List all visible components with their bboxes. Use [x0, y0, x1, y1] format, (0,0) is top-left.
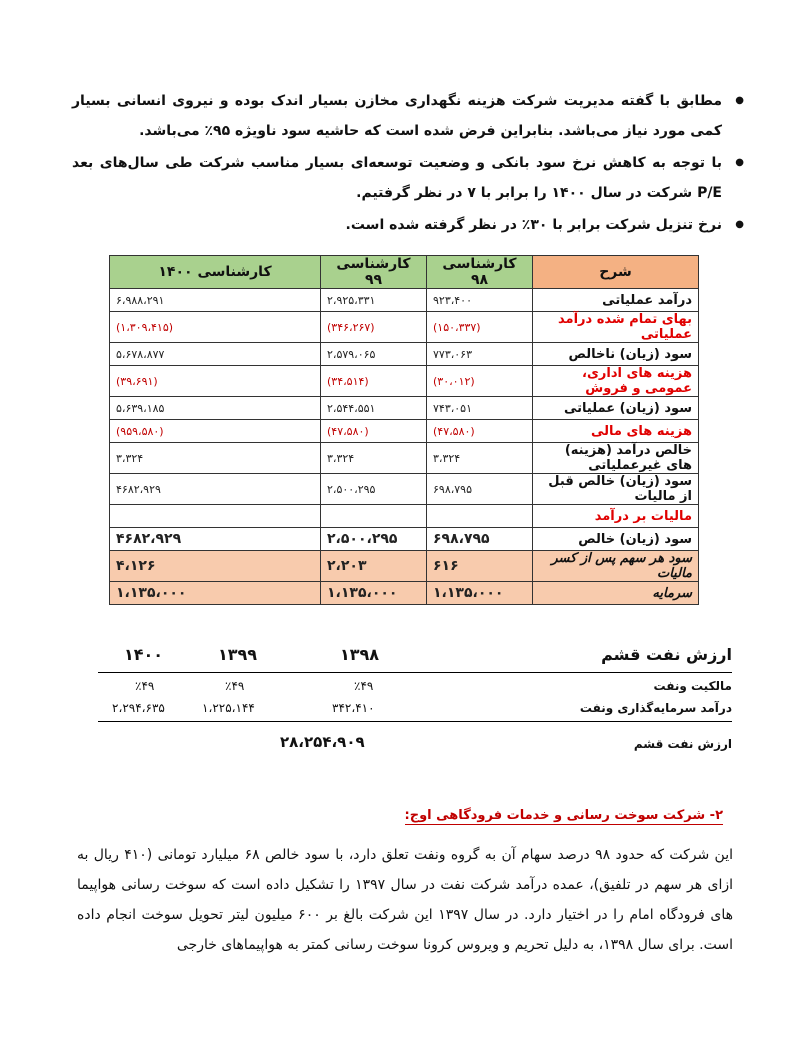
row-label: سود (زیان) عملیاتی — [533, 397, 699, 420]
cell-98: ۶۹۸،۷۹۵ — [427, 528, 533, 551]
ownership-1398: ٪۴۹ — [354, 679, 374, 693]
cell-98: (۴۷،۵۸۰) — [427, 420, 533, 443]
header-year-1400: کارشناسی ۱۴۰۰ — [110, 256, 321, 289]
cell-99: ۲،۵۷۹،۰۶۵ — [321, 343, 427, 366]
row-label: درآمد عملیاتی — [533, 289, 699, 312]
income-statement-table — [109, 255, 699, 605]
cell-99: ۲،۵۰۰،۲۹۵ — [321, 474, 427, 505]
assumption-item: ● با توجه به کاهش نرخ سود بانکی و وضعیت توسعه‌ای بسیار مناسب شرکت طی سال‌های بعد P/E شرکت در سال ۱۴۰۰ را برابر با ۷ در نظر گرفتیم. — [72, 148, 722, 208]
table-row — [110, 474, 699, 505]
cell-98: ۷۷۳،۰۶۳ — [427, 343, 533, 366]
total-value-label: ارزش نفت قشم — [633, 737, 732, 751]
table-row — [110, 443, 699, 474]
row-label: بهای تمام شده درآمد عملیاتی — [533, 312, 699, 343]
table-row — [110, 397, 699, 420]
cell-1400: ۴،۱۲۶ — [110, 551, 321, 582]
cell-1400: ۶،۹۸۸،۲۹۱ — [110, 289, 321, 312]
row-label: سود هر سهم پس از کسر مالیات — [533, 551, 699, 582]
row-label: هزینه های اداری، عمومی و فروش — [533, 366, 699, 397]
cell-99: ۳،۳۲۴ — [321, 443, 427, 474]
cell-98: ۹۲۳،۴۰۰ — [427, 289, 533, 312]
table-row — [110, 366, 699, 397]
ownership-label: مالکیت ونفت — [653, 679, 732, 693]
row-label: خالص درآمد (هزینه) های غیرعملیاتی — [533, 443, 699, 474]
row-label: مالیات بر درآمد — [533, 505, 699, 528]
row-label: سود (زیان) خالص — [533, 528, 699, 551]
cell-1400: ۳،۳۲۴ — [110, 443, 321, 474]
cell-98: ۱،۱۳۵،۰۰۰ — [427, 582, 533, 605]
cell-98: (۱۵۰،۳۳۷) — [427, 312, 533, 343]
total-value: ۲۸،۲۵۴،۹۰۹ — [280, 733, 365, 751]
row-label: سود (زیان) خالص قبل از مالیات — [533, 474, 699, 505]
cell-1400: (۹۵۹،۵۸۰) — [110, 420, 321, 443]
table-row — [110, 505, 699, 528]
investment-income-1398: ۳۴۲،۴۱۰ — [332, 701, 375, 715]
cell-99: ۲،۲۰۳ — [321, 551, 427, 582]
divider — [98, 721, 732, 722]
ownership-1399: ٪۴۹ — [225, 679, 245, 693]
cell-1400: ۱،۱۳۵،۰۰۰ — [110, 582, 321, 605]
cell-98 — [427, 505, 533, 528]
ownership-1400: ٪۴۹ — [135, 679, 155, 693]
investment-income-1399: ۱،۲۲۵،۱۴۴ — [202, 701, 255, 715]
cell-1400: ۴۶۸۲،۹۲۹ — [110, 474, 321, 505]
divider — [98, 672, 732, 673]
table-row — [110, 343, 699, 366]
cell-98: ۷۴۳،۰۵۱ — [427, 397, 533, 420]
cell-98: ۶۹۸،۷۹۵ — [427, 474, 533, 505]
table-row — [110, 528, 699, 551]
investment-income-label: درآمد سرمایه‌گذاری ونفت — [579, 701, 732, 715]
assumption-item: ● مطابق با گفته مدیریت شرکت هزینه نگهداری مخازن بسیار اندک بوده و نیروی انسانی بسیار کمی مورد نیاز می‌باشد. بنابراین فرض شده است که حاشیه سود ناویژه ۹۵٪ می‌باشد. — [72, 86, 722, 146]
cell-1400 — [110, 505, 321, 528]
assumption-item: ● نرخ تنزیل شرکت برابر با ۳۰٪ در نظر گرفته شده است. — [72, 210, 722, 240]
header-year-99: کارشناسی ۹۹ — [321, 256, 427, 289]
cell-1400: (۱،۳۰۹،۴۱۵) — [110, 312, 321, 343]
cell-99: ۲،۵۴۴،۵۵۱ — [321, 397, 427, 420]
cell-1400: ۴۶۸۲،۹۲۹ — [110, 528, 321, 551]
header-year-98: کارشناسی ۹۸ — [427, 256, 533, 289]
valuation-year-1399: ۱۳۹۹ — [218, 645, 258, 664]
cell-1400: (۳۹،۶۹۱) — [110, 366, 321, 397]
valuation-section — [98, 645, 732, 755]
investment-income-1400: ۲،۲۹۴،۶۳۵ — [112, 701, 165, 715]
row-label: سود (زیان) ناخالص — [533, 343, 699, 366]
cell-98: (۳۰،۰۱۲) — [427, 366, 533, 397]
cell-98: ۶۱۶ — [427, 551, 533, 582]
cell-1400: ۵،۶۳۹،۱۸۵ — [110, 397, 321, 420]
valuation-year-1398: ۱۳۹۸ — [340, 645, 380, 664]
cell-99: ۲،۹۲۵،۳۳۱ — [321, 289, 427, 312]
assumption-list — [72, 86, 748, 242]
section-paragraph: این شرکت که حدود ۹۸ درصد سهام آن به گروه ونفت تعلق دارد، با سود خالص ۶۸ میلیارد تومانی (۴۱۰ ریال به ازای هر سهم در تلفیق)، عمده درآمد شرکت نفت در سال ۱۳۹۷ را تشکیل داده است که سوخت رسانی هواپیما های فرودگاه امام را در اختیار دارد. در سال ۱۳۹۷ این شرکت بالغ بر ۶۰۰ میلیون لیتر تحویل سوخت انجام داده است. برای سال ۱۳۹۸، به دلیل تحریم و ویروس کرونا سوخت رسانی کمتر به هواپیماهای خارجی — [77, 847, 734, 953]
cell-99: ۲،۵۰۰،۲۹۵ — [321, 528, 427, 551]
cell-99: (۳۴۶،۲۶۷) — [321, 312, 427, 343]
row-label: سرمایه — [533, 582, 699, 605]
cell-99: ۱،۱۳۵،۰۰۰ — [321, 582, 427, 605]
cell-99: (۴۷،۵۸۰) — [321, 420, 427, 443]
valuation-title: ارزش نفت قشم — [601, 645, 732, 664]
table-row — [110, 582, 699, 605]
cell-1400: ۵،۶۷۸،۸۷۷ — [110, 343, 321, 366]
header-description: شرح — [533, 256, 699, 289]
table-row — [110, 420, 699, 443]
valuation-year-1400: ۱۴۰۰ — [124, 645, 164, 664]
table-header-row — [110, 256, 699, 289]
cell-99 — [321, 505, 427, 528]
row-label: هزینه های مالی — [533, 420, 699, 443]
table-row — [110, 312, 699, 343]
cell-98: ۳،۳۲۴ — [427, 443, 533, 474]
table-row — [110, 289, 699, 312]
section-title: ۲- شرکت سوخت رسانی و خدمات فرودگاهی اوج: — [404, 808, 723, 823]
cell-99: (۳۴،۵۱۴) — [321, 366, 427, 397]
table-row — [110, 551, 699, 582]
